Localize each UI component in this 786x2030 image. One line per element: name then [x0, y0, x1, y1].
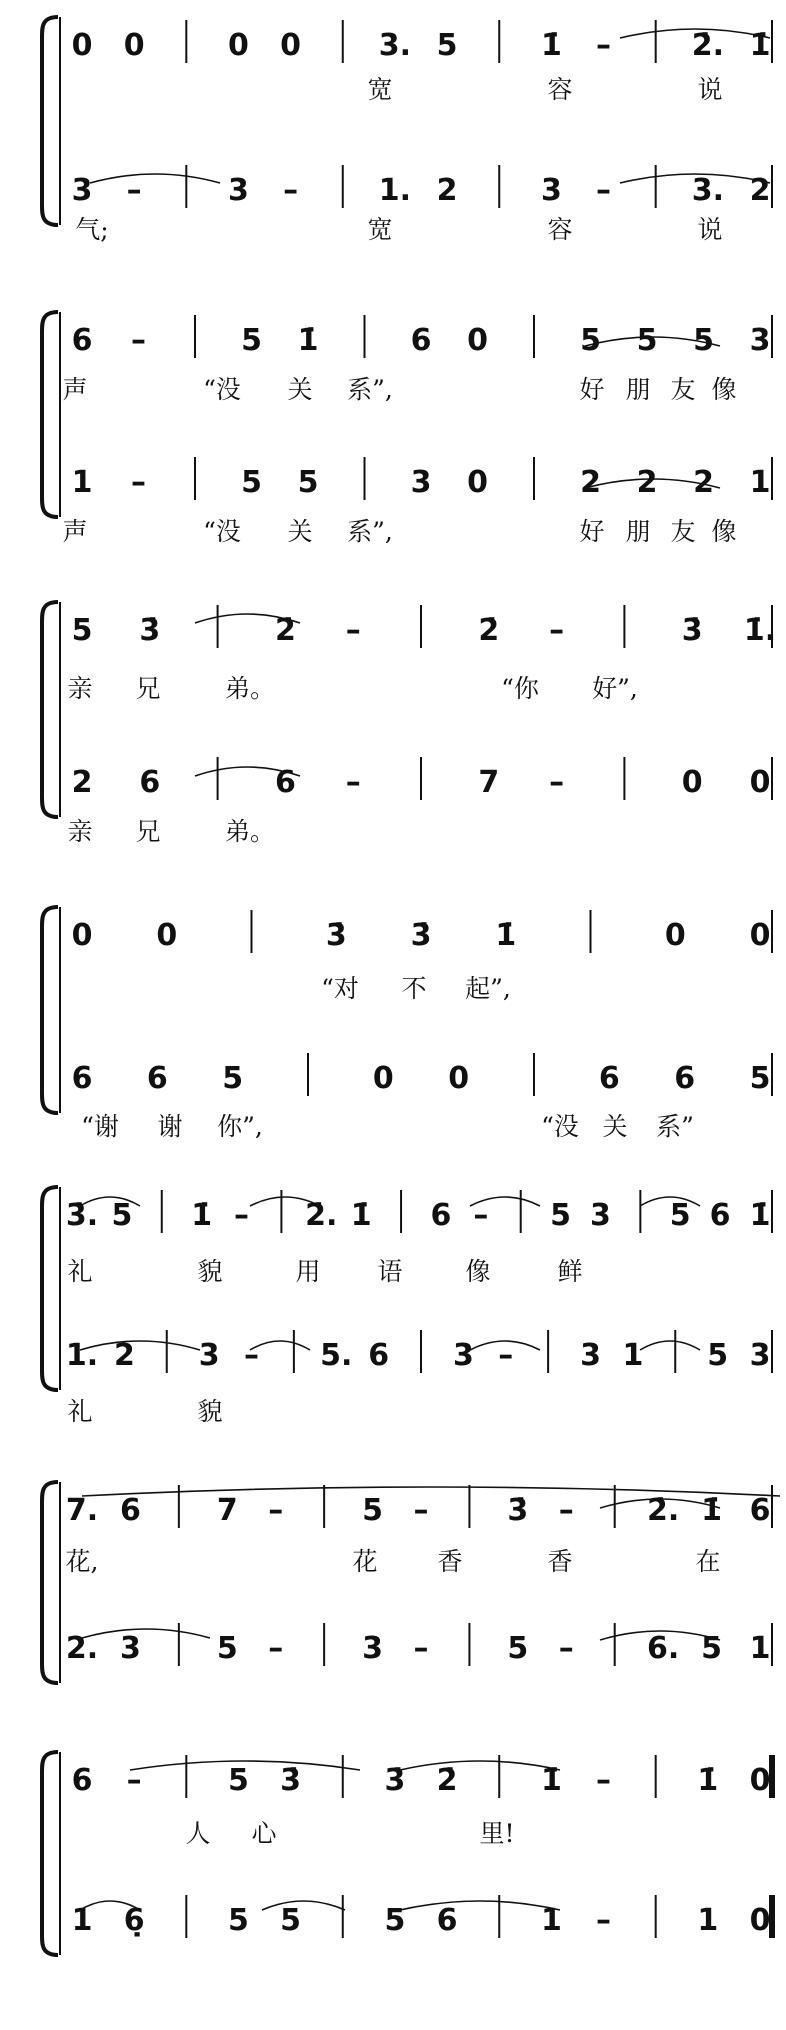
note: 6 [71, 1763, 93, 1798]
note: 1̇ [749, 1198, 771, 1233]
note: 5 [580, 323, 601, 358]
note: 5 [636, 323, 658, 358]
note: 5 [669, 1198, 691, 1233]
note: 5 [228, 1903, 249, 1938]
note: 3 [580, 1338, 601, 1373]
note: 3. [691, 173, 724, 208]
note: 1 [71, 1903, 93, 1938]
score-system [42, 1482, 772, 1683]
note: 6 [709, 1198, 731, 1233]
note: 5 [693, 323, 714, 358]
note: 5 [241, 465, 262, 500]
note: – [234, 1198, 250, 1233]
note: 5 [216, 1631, 238, 1666]
note: 3 [410, 465, 432, 500]
note: 6 [71, 323, 93, 358]
lyric-word: 友 [670, 375, 696, 404]
lyric-word: 亲 [67, 674, 93, 703]
lyric-word: 友 [670, 517, 696, 546]
lyric-word: 不 [401, 974, 427, 1003]
lyric-word: 关 [287, 375, 313, 404]
note: 2̇ [436, 1763, 458, 1798]
lyric-word: 谢 [157, 1112, 183, 1141]
note: 1. [378, 173, 412, 208]
note: – [131, 323, 146, 358]
note: – [473, 1198, 489, 1233]
note: – [596, 28, 612, 63]
lyric-word: 鲜 [557, 1257, 583, 1286]
note: 1̇ [749, 28, 771, 63]
lyric-word: 系”, [347, 375, 393, 404]
note: 3 [590, 1198, 611, 1233]
lyric-word: 人 [185, 1819, 211, 1848]
system-bracket [42, 1187, 58, 1390]
note: 3̇ [384, 1763, 406, 1798]
lyric-word: 亲 [67, 817, 93, 846]
note: 6 [430, 1198, 452, 1233]
note: 0 [664, 918, 686, 953]
slur [400, 1761, 560, 1770]
note: 3̇ [410, 918, 432, 953]
note: 5 [111, 1198, 133, 1233]
lyric-word: 容 [547, 215, 573, 244]
slur [250, 1341, 310, 1350]
lyric-word: 朋 [625, 517, 651, 546]
score-system [42, 1187, 772, 1426]
lyric-word: 兄 [135, 674, 161, 703]
note: 5 [507, 1631, 529, 1666]
system-bracket [42, 312, 58, 517]
note: 5 [749, 1061, 771, 1096]
lyric-word: 像 [465, 1257, 491, 1286]
lyric-word: 花 [352, 1547, 378, 1576]
note: 1̇ [191, 1198, 213, 1233]
note: 3 [228, 173, 249, 208]
note: 3̇ [325, 918, 347, 953]
note: 1̇ [540, 28, 562, 63]
system-bracket [42, 1752, 58, 1955]
note: 0 [749, 765, 771, 800]
lyric-word: 好 [579, 517, 605, 546]
lyric-word: 朋 [625, 375, 651, 404]
note: 6 [674, 1061, 696, 1096]
note: 3 [749, 323, 771, 358]
lyric-word: 香 [437, 1547, 463, 1576]
note: – [345, 613, 361, 648]
note: – [244, 1338, 259, 1373]
slur [400, 1901, 560, 1910]
note: 2̇. [647, 1493, 680, 1528]
note: – [413, 1631, 429, 1666]
note: 6 [749, 1493, 771, 1528]
note: 0 [71, 918, 93, 953]
note: 0 [372, 1061, 394, 1096]
note: 6 [410, 323, 432, 358]
lyric-word: 用 [295, 1257, 321, 1286]
note: 5 [707, 1338, 729, 1373]
lyric-word: 兄 [135, 817, 161, 846]
note: – [549, 613, 565, 648]
note: 0 [749, 918, 771, 953]
note: 1 [540, 1903, 562, 1938]
lyric-word: “没 [203, 517, 241, 546]
note: – [558, 1493, 574, 1528]
lyric-word: 系” [656, 1112, 694, 1141]
slur [262, 1901, 345, 1910]
lyric-word: 里! [479, 1819, 515, 1848]
lyric-word: 宽 [367, 75, 393, 104]
slur [640, 1341, 700, 1350]
note: 3̇ [139, 613, 161, 648]
lyric-word: “你 [501, 674, 539, 703]
note: 5. [320, 1338, 353, 1373]
note: 3 [540, 173, 562, 208]
note: 3̇ [507, 1493, 529, 1528]
note: 1 [622, 1338, 644, 1373]
note: 3 [362, 1631, 384, 1666]
note: 2 [71, 765, 93, 800]
note: 0 [280, 28, 302, 63]
note: – [126, 173, 142, 208]
note: 2 [436, 173, 458, 208]
lyric-word: 像 [711, 517, 737, 546]
note: 2 [693, 465, 714, 500]
note: – [345, 765, 361, 800]
note: 3 [198, 1338, 220, 1373]
note: 5 [71, 613, 93, 648]
note: 3 [119, 1631, 141, 1666]
note: 5 [297, 465, 319, 500]
lyric-word: 花, [65, 1547, 99, 1576]
lyric-word: 心 [251, 1819, 277, 1848]
note: 5 [280, 1903, 302, 1938]
note: – [283, 173, 299, 208]
lyric-word: 声 [62, 517, 88, 546]
note: 6 [436, 1903, 458, 1938]
note: 6 [119, 1493, 141, 1528]
lyric-word: 好 [579, 375, 605, 404]
note: 0 [467, 465, 488, 500]
note: 2̇. [305, 1198, 338, 1233]
lyric-word: 说 [697, 215, 723, 244]
note: – [549, 765, 565, 800]
lyric-word: “对 [321, 974, 359, 1003]
note: 1 [71, 465, 93, 500]
note: – [131, 465, 146, 500]
note: 2. [65, 1631, 99, 1666]
lyric-word: 像 [711, 375, 737, 404]
note: 0 [681, 765, 703, 800]
note: 2 [580, 465, 601, 500]
note: 3̇ [280, 1763, 302, 1798]
lyric-word: 宽 [367, 215, 393, 244]
lyric-word: 关 [287, 517, 313, 546]
note: 6 [139, 765, 161, 800]
system-bracket [42, 1482, 58, 1683]
note: 5 [222, 1061, 244, 1096]
note: 5 [550, 1198, 572, 1233]
note: 1 [697, 1903, 719, 1938]
note: 0 [749, 1763, 771, 1798]
note: – [126, 1763, 142, 1798]
lyric-word: 弟。 [224, 817, 276, 846]
note: 3. [378, 28, 412, 63]
lyric-word: 系”, [347, 517, 393, 546]
note: 7. [65, 1493, 99, 1528]
note: 5 [436, 28, 458, 63]
lyric-word: 说 [697, 75, 723, 104]
slur [82, 1629, 210, 1638]
lyric-word: 容 [547, 75, 573, 104]
lyric-word: 貌 [197, 1257, 223, 1286]
note: – [498, 1338, 514, 1373]
system-bracket [42, 907, 58, 1113]
note: 1̇. [743, 613, 777, 648]
note: 1 [749, 1631, 771, 1666]
note: 5 [701, 1631, 723, 1666]
note: 6 [71, 1061, 93, 1096]
note: 3 [749, 1338, 771, 1373]
note: – [596, 173, 612, 208]
note: 0 [448, 1061, 470, 1096]
system-bracket [42, 17, 58, 225]
note: 1̇ [701, 1493, 723, 1528]
lyric-word: “谢 [81, 1112, 119, 1141]
note: 5 [384, 1903, 406, 1938]
note: 0 [228, 28, 249, 63]
note: 2 [113, 1338, 135, 1373]
lyric-word: 你”, [217, 1112, 263, 1141]
note: 2̇ [274, 613, 296, 648]
note: – [268, 1493, 284, 1528]
lyric-word: “没 [203, 375, 241, 404]
lyric-word: 好”, [592, 674, 638, 703]
note: – [596, 1903, 612, 1938]
note: 1 [749, 465, 771, 500]
note: 5 [241, 323, 262, 358]
note: 0 [123, 28, 145, 63]
lyric-word: 礼 [67, 1257, 93, 1286]
lyric-word: 起”, [465, 974, 511, 1003]
lyric-word: 礼 [67, 1397, 93, 1426]
note: 0 [467, 323, 488, 358]
system-bracket [42, 602, 58, 817]
note: 0 [71, 28, 93, 63]
note: 3 [71, 173, 93, 208]
note: 2̇ [478, 613, 500, 648]
score-system [42, 312, 772, 546]
lyric-word: “没 [541, 1112, 579, 1141]
note: 6̣ [123, 1903, 145, 1938]
lyric-word: 在 [695, 1547, 721, 1576]
note: 6 [368, 1338, 390, 1373]
note: 0 [749, 1903, 771, 1938]
note: 6 [274, 765, 296, 800]
note: 2̇. [691, 28, 724, 63]
lyric-word: 语 [377, 1257, 403, 1286]
note: 3̇ [681, 613, 703, 648]
note: 3̇. [65, 1198, 99, 1233]
slur [90, 174, 220, 183]
note: 7 [216, 1493, 238, 1528]
note: 2 [636, 465, 658, 500]
note: 1̇ [495, 918, 517, 953]
note: 3 [452, 1338, 474, 1373]
note: 2 [749, 173, 771, 208]
note: 1̇ [297, 323, 319, 358]
lyric-word: 香 [547, 1547, 573, 1576]
lyric-word: 气; [75, 215, 109, 244]
score-system [42, 1752, 772, 1955]
score-system [42, 602, 776, 846]
note: – [413, 1493, 429, 1528]
note: 6. [647, 1631, 680, 1666]
note: – [268, 1631, 284, 1666]
score-system [42, 907, 772, 1141]
note: 0 [156, 918, 178, 953]
note: 1. [65, 1338, 99, 1373]
note: 1̇ [697, 1763, 719, 1798]
note: 5 [228, 1763, 249, 1798]
note: 6 [146, 1061, 168, 1096]
note: 6 [598, 1061, 620, 1096]
lyric-word: 关 [602, 1112, 628, 1141]
note: – [558, 1631, 574, 1666]
note: 1̇ [540, 1763, 562, 1798]
note: 7 [478, 765, 500, 800]
note: 5 [362, 1493, 384, 1528]
note: – [596, 1763, 612, 1798]
lyric-word: 貌 [197, 1397, 223, 1426]
note: 1̇ [350, 1198, 372, 1233]
lyric-word: 声 [62, 375, 88, 404]
lyric-word: 弟。 [224, 674, 276, 703]
score-system [42, 17, 772, 244]
